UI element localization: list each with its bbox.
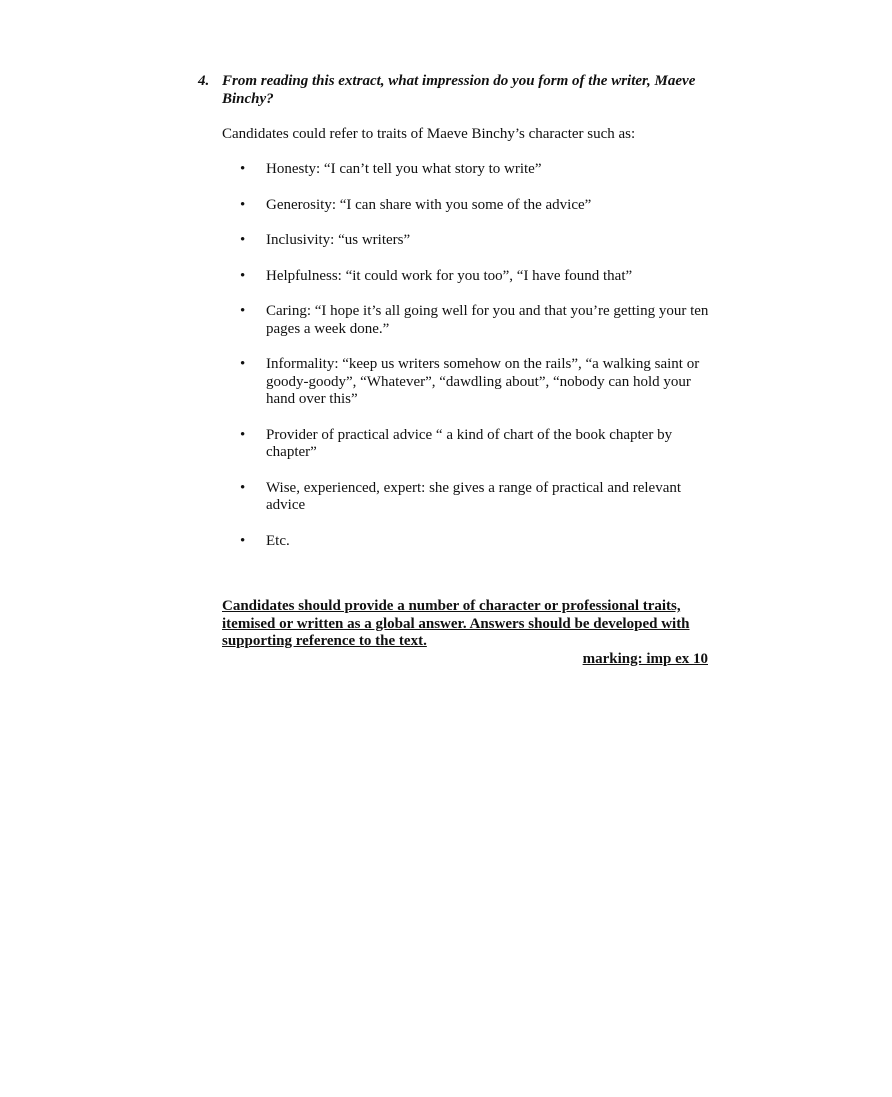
list-item-text: Informality: “keep us writers somehow on the rails”, “a walking saint or goody-goody”, “Whatever”, “dawdling about”, “nobody can hold your hand over this” — [266, 356, 700, 407]
bullet-icon: • — [240, 196, 246, 213]
list-item-text: Wise, experienced, expert: she gives a range of practical and relevant advice — [266, 479, 682, 513]
list-item — [240, 480, 716, 515]
list-item-text: Caring: “I hope it’s all going well for you and that you’re getting your ten pages a week done.” — [266, 303, 709, 337]
list-item — [240, 232, 716, 250]
list-item — [240, 268, 716, 286]
bullet-icon: • — [240, 303, 246, 319]
traits-list — [240, 161, 716, 568]
list-item-text: Helpfulness: “it could work for you too”, “I have found that” — [266, 267, 633, 284]
question-number: 4. — [198, 73, 210, 89]
list-item — [240, 356, 716, 409]
bullet-icon: • — [240, 532, 246, 549]
list-item — [240, 303, 716, 338]
question-text: From reading this extract, what impression do you form of the writer, Maeve Binchy? — [222, 73, 696, 107]
list-item — [240, 197, 716, 215]
marking-guidance: Candidates should provide a number of character or professional traits, itemised or written as a global answer. Answers should be developed with supporting reference to the text. — [222, 598, 690, 649]
bullet-icon: • — [240, 232, 246, 248]
bullet-icon: • — [240, 356, 246, 372]
bullet-icon: • — [240, 479, 246, 496]
list-item — [240, 161, 716, 179]
list-item-text: Etc. — [266, 532, 290, 549]
list-item-text: Provider of practical advice “ a kind of chart of the book chapter by chapter” — [266, 426, 673, 460]
list-item-text: Inclusivity: “us writers” — [266, 232, 411, 248]
list-item-text: Generosity: “I can share with you some of the advice” — [266, 196, 592, 213]
bullet-icon: • — [240, 267, 246, 284]
list-item — [240, 427, 716, 462]
list-item — [240, 533, 716, 551]
marking-scheme: marking: imp ex 10 — [582, 651, 708, 667]
intro-paragraph: Candidates could refer to traits of Maeve Binchy’s character such as: — [222, 126, 636, 142]
bullet-icon: • — [240, 426, 246, 443]
bullet-icon: • — [240, 161, 246, 177]
list-item-text: Honesty: “I can’t tell you what story to write” — [266, 161, 542, 177]
question-heading — [198, 72, 718, 108]
